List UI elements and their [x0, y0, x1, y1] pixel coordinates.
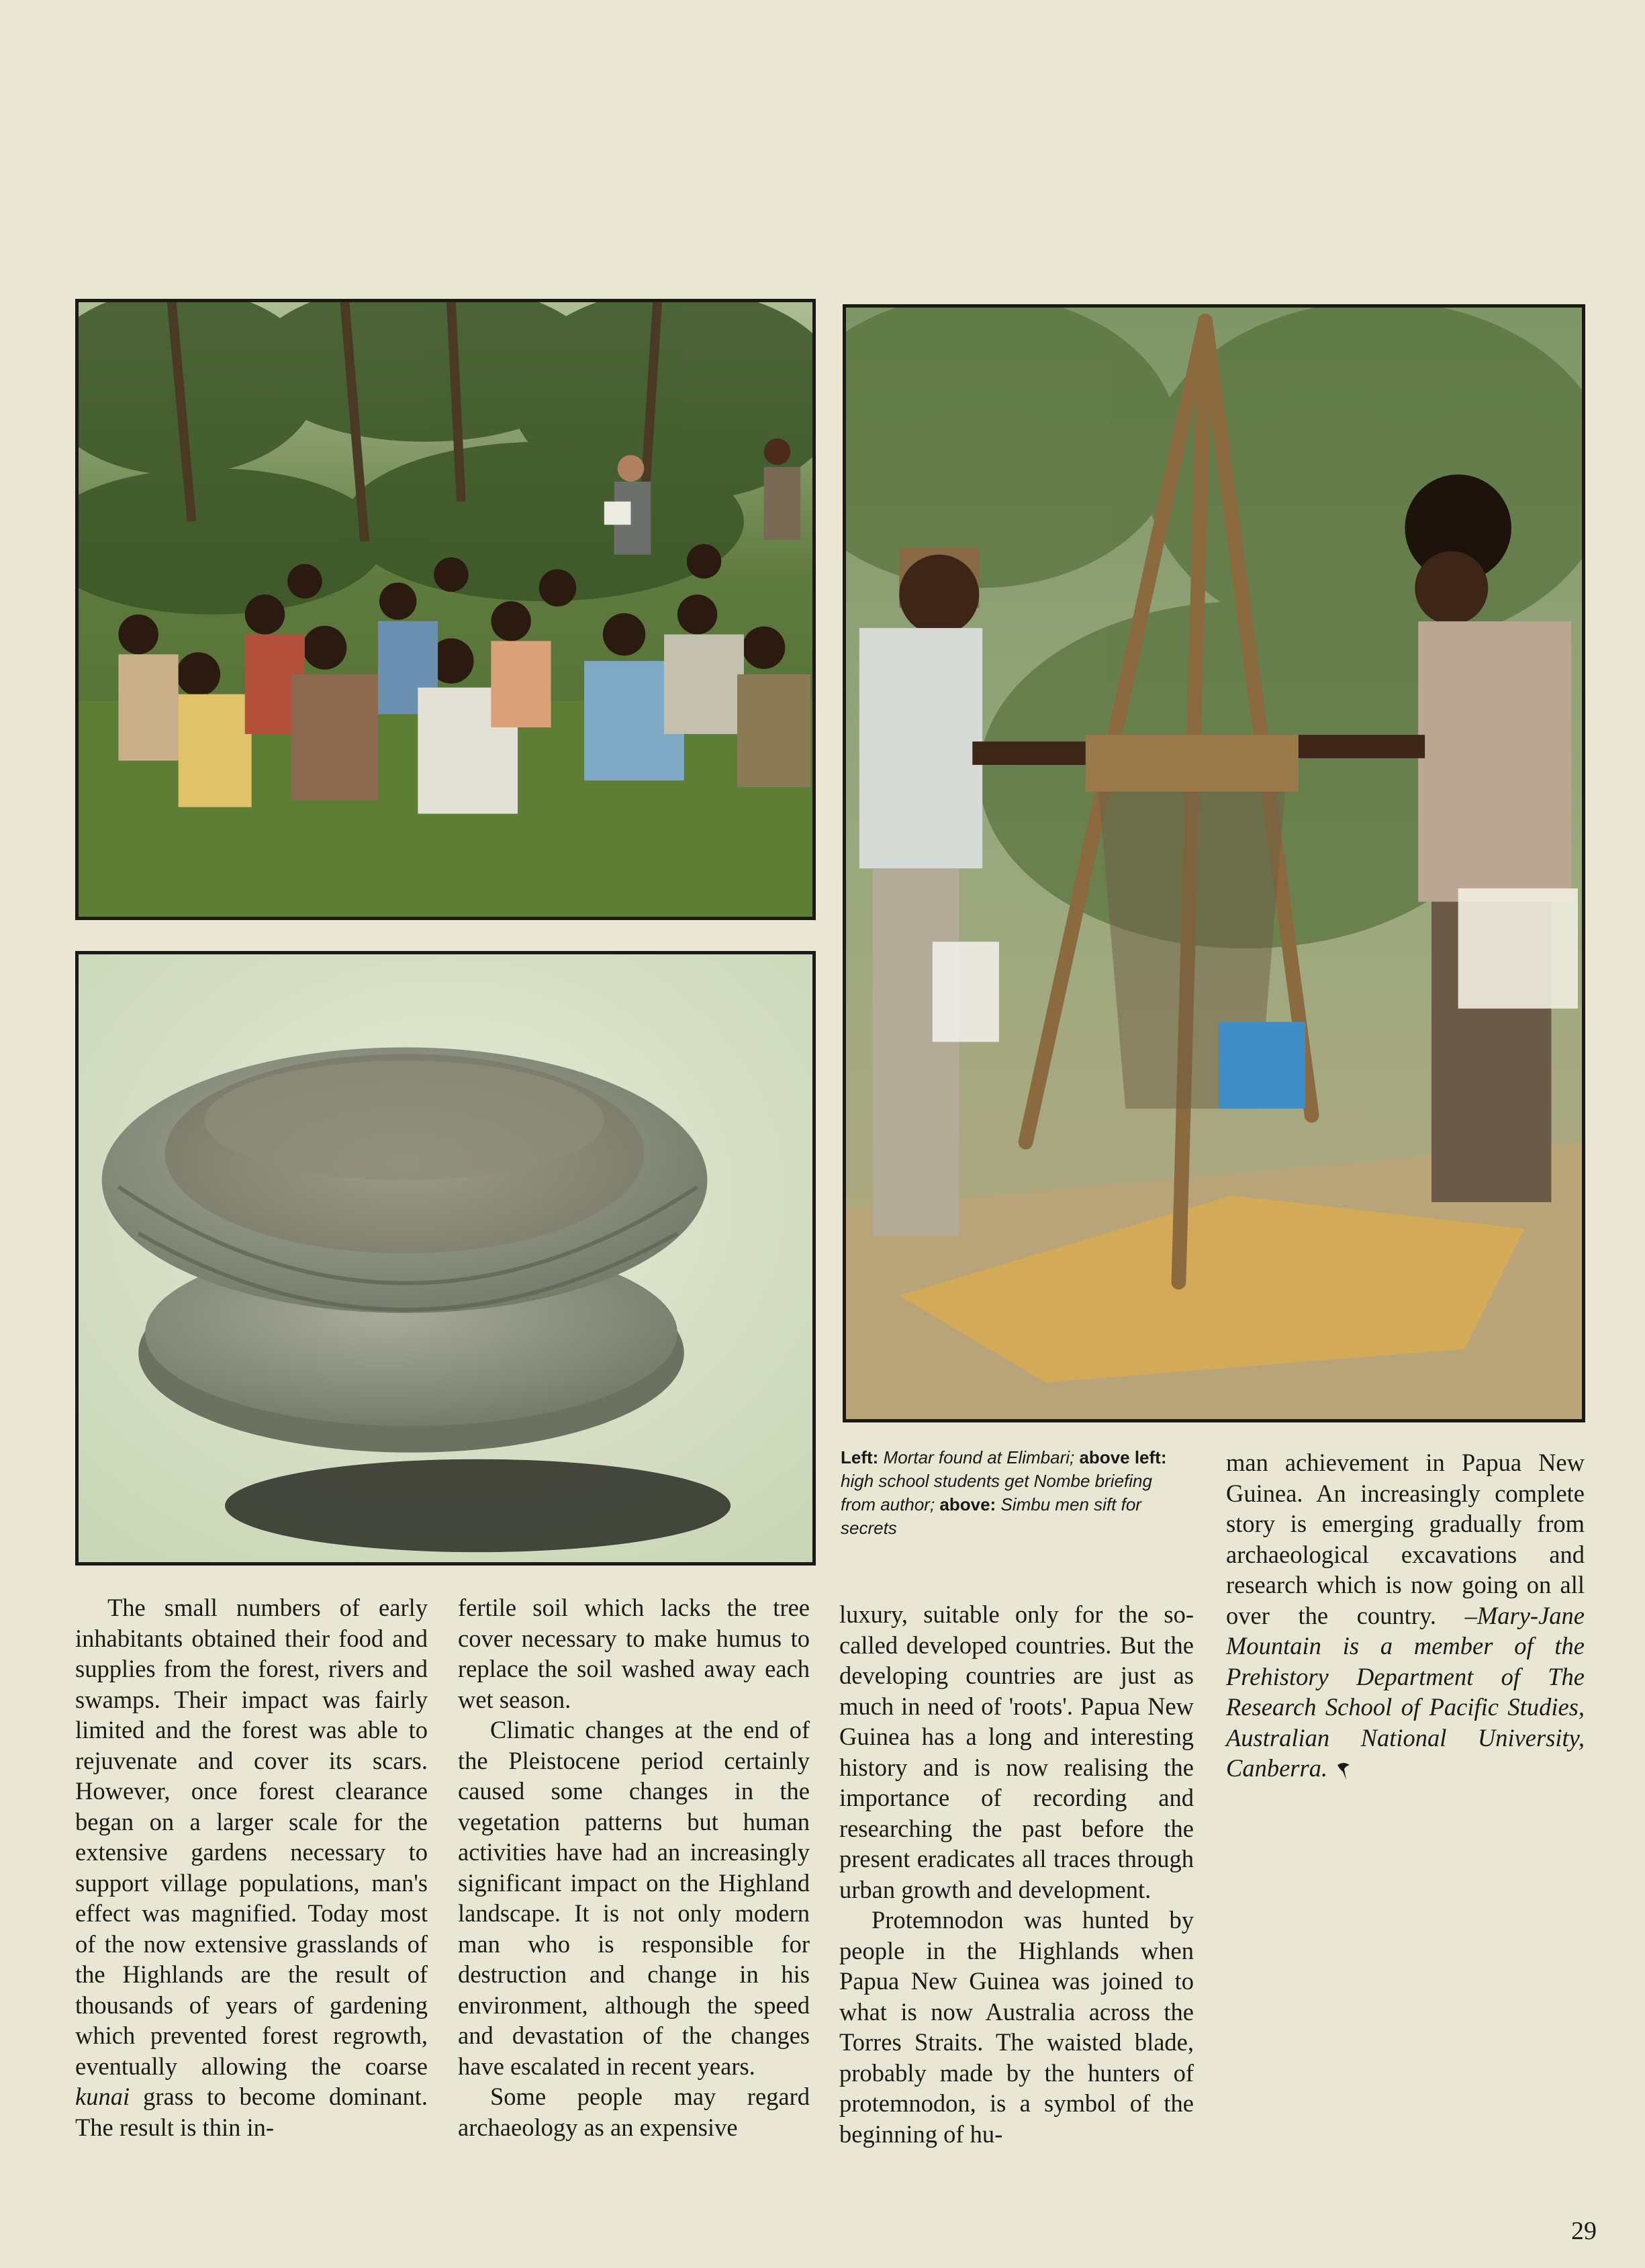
article-column-2	[458, 1592, 810, 2142]
article-column-4	[1226, 1447, 1585, 1784]
author-bio: Mary-Jane Mountain is a member of the Prehistory Department of The Research School of Pacific Studies, Australian National University, Canberra.	[1226, 1601, 1585, 1782]
col1-text: The small numbers of early inhabitants obtained their food and supplies from the forest, rivers and swamps. Their impact was fairly limited and the forest was able to rejuvenate and cover its scars. However, once forest clearance began on a larger scale for the extensive gardens necessary to support village populations, man's effect was magnified. Today most of the now extensive grasslands of the Highlands are the result of thousands of years of gardening which prevented forest regrowth, eventually allowing the coarse	[75, 1594, 428, 2080]
caption-above-left-text: high school students get Nombe briefing from author;	[841, 1471, 1152, 1514]
col1-text-end: grass to become dominant. The result is thin in-	[75, 2083, 428, 2141]
photo-students-briefing	[75, 299, 816, 920]
article-column-3	[839, 1599, 1194, 2149]
sifting-photo-image	[846, 308, 1582, 1419]
photo-mortar	[75, 951, 816, 1566]
col4-text: man achievement in Papua New Guinea. An increasingly complete story is emerging gradually from archaeological excavations and research which is now going on all over the country. –	[1226, 1449, 1585, 1629]
article-paragraph: Climatic changes at the end of the Pleistocene period certainly caused some changes in the vegetation patterns but human activities have had an increasingly significant impact on the Highland landscape. It is not only modern man who is responsible for destruction and change in his environment, although the speed and devastation of the changes have escalated in recent years.	[458, 1716, 810, 2080]
article-paragraph: Protemnodon was hunted by people in the Highlands when Papua New Guinea was joined to what is now Australia across the Torres Straits. The waisted blade, probably made by the hunters of protemnodon, is a symbol of the beginning of hu-	[839, 1906, 1194, 2148]
caption-left-label: Left:	[841, 1447, 879, 1467]
photo-sifting	[843, 304, 1585, 1422]
article-paragraph: Some people may regard archaeology as an expensive	[458, 2083, 810, 2141]
article-paragraph	[1226, 1447, 1585, 1784]
kunai-word: kunai	[75, 2083, 130, 2110]
caption-above-label: above:	[939, 1494, 996, 1514]
students-photo-image	[79, 302, 812, 917]
article-column-1	[75, 1592, 428, 2142]
caption-above-left-label: above left:	[1079, 1447, 1167, 1467]
caption-above-text: Simbu men sift for secrets	[841, 1494, 1141, 1538]
photo-caption	[841, 1446, 1190, 1540]
page-number: 29	[1571, 2217, 1597, 2245]
article-paragraph: luxury, suitable only for the so-called developed countries. But the developing countries are just as much in need of 'roots'. Papua New Guinea has a long and interesting history and is now realising the importance of recording and researching the past before the present eradicates all traces through urban growth and development.	[839, 1600, 1194, 1903]
bird-of-paradise-icon	[1333, 1760, 1354, 1782]
article-paragraph: fertile soil which lacks the tree cover necessary to make humus to replace the soil washed away each wet season.	[458, 1594, 810, 1713]
caption-left-text: Mortar found at Elimbari;	[883, 1447, 1075, 1467]
article-paragraph	[75, 1592, 428, 2142]
mortar-photo-image	[79, 954, 812, 1562]
